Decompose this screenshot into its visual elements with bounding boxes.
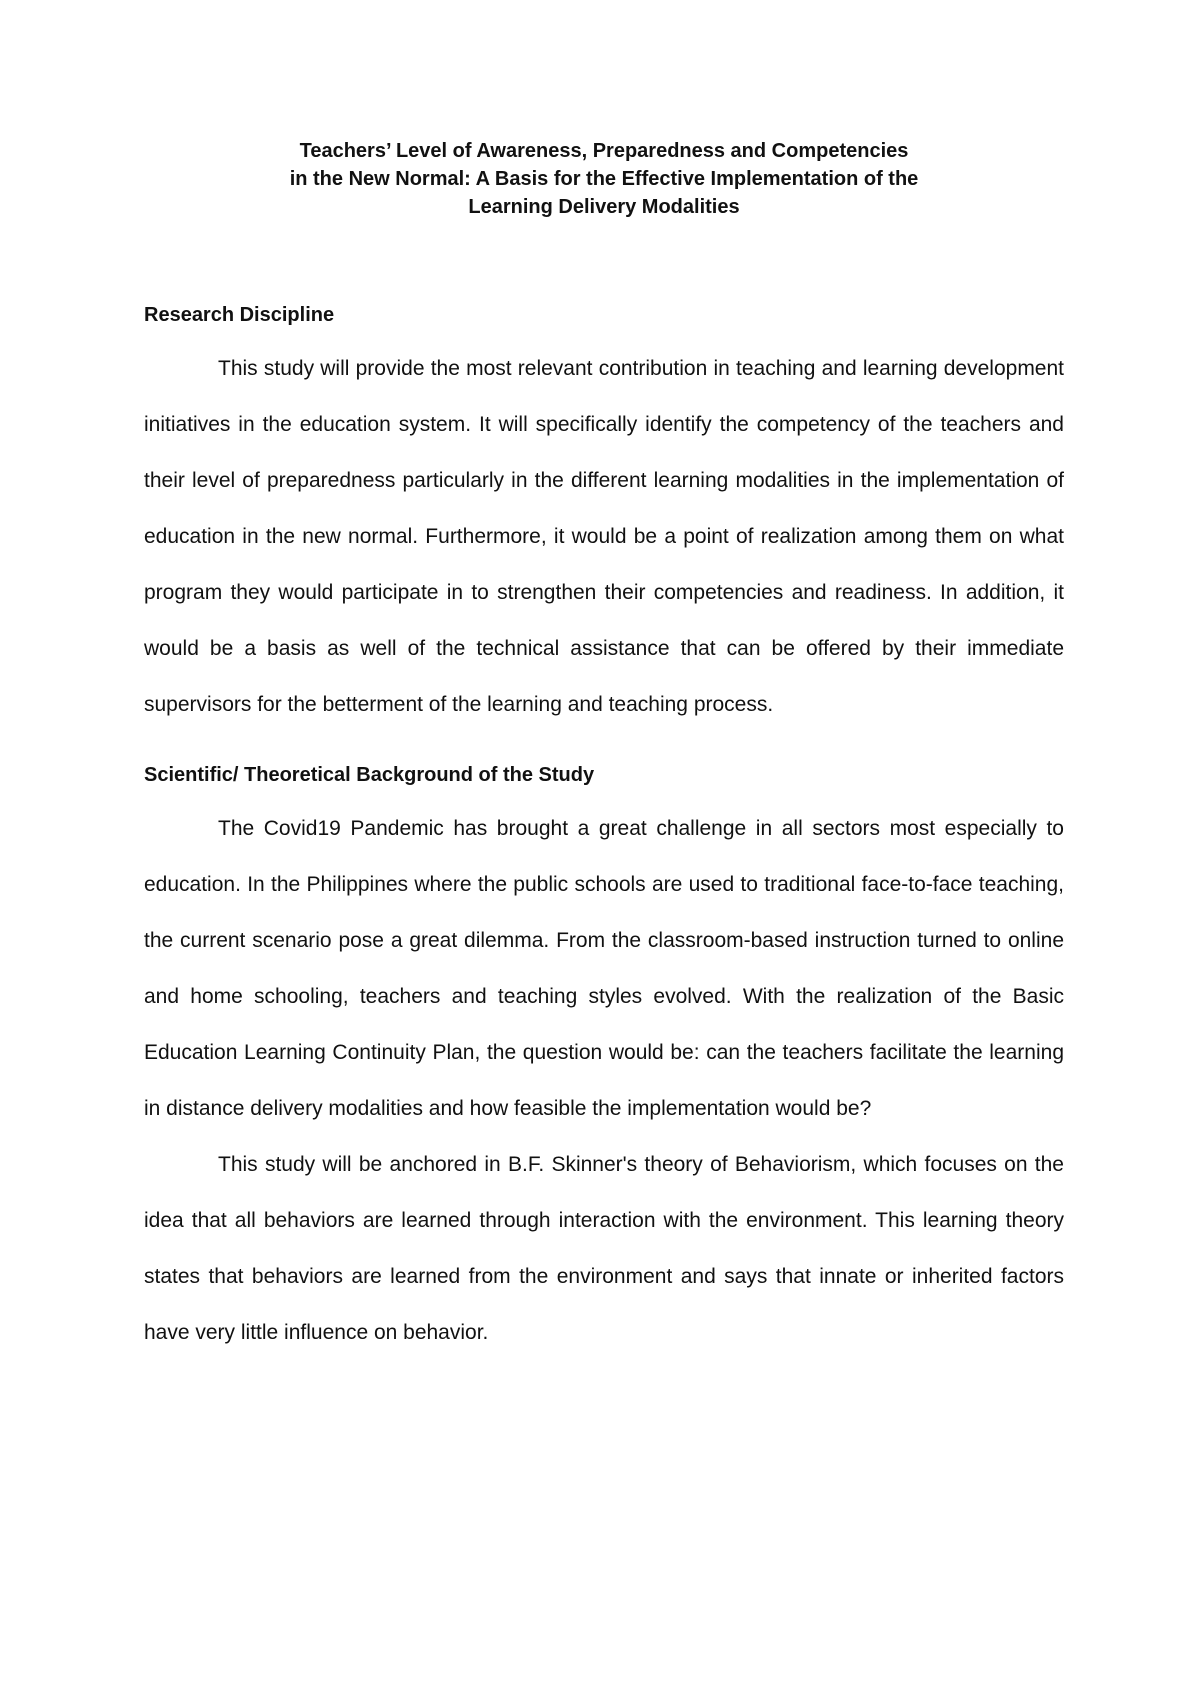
paragraph: This study will be anchored in B.F. Skinner's theory of Behaviorism, which focuses on the idea that all behaviors are learned through interaction with the environment. This learning theory states that behaviors are learned from the environment and says that innate or inherited factors have very little influence on behavior.: [144, 1153, 1064, 1344]
title-line: in the New Normal: A Basis for the Effective Implementation of the: [289, 168, 919, 190]
section-heading-theoretical-background: Scientific/ Theoretical Background of the Study: [144, 764, 595, 786]
paragraph: The Covid19 Pandemic has brought a great challenge in all sectors most especially to education. In the Philippines where the public schools are used to traditional face-to-face teaching, the current scenario pose a great dilemma. From the classroom-based instruction turned to online and home schooling, teachers and teaching styles evolved. With the realization of the Basic Education Learning Continuity Plan, the question would be: can the teachers facilitate the learning in distance delivery modalities and how feasible the implementation would be?: [144, 817, 1064, 1120]
title-line: Teachers’ Level of Awareness, Preparedness and Competencies: [299, 140, 909, 162]
document-title: [144, 137, 1064, 221]
section-heading-research-discipline: Research Discipline: [144, 304, 335, 326]
paragraph: This study will provide the most relevant contribution in teaching and learning development initiatives in the education system. It will specifically identify the competency of the teachers and their level of preparedness particularly in the different learning modalities in the implementation of education in the new normal. Furthermore, it would be a point of realization among them on what program they would participate in to strengthen their competencies and readiness. In addition, it would be a basis as well of the technical assistance that can be offered by their immediate supervisors for the betterment of the learning and teaching process.: [144, 357, 1064, 716]
document-body: [144, 137, 1064, 1361]
title-line: Learning Delivery Modalities: [468, 196, 740, 218]
